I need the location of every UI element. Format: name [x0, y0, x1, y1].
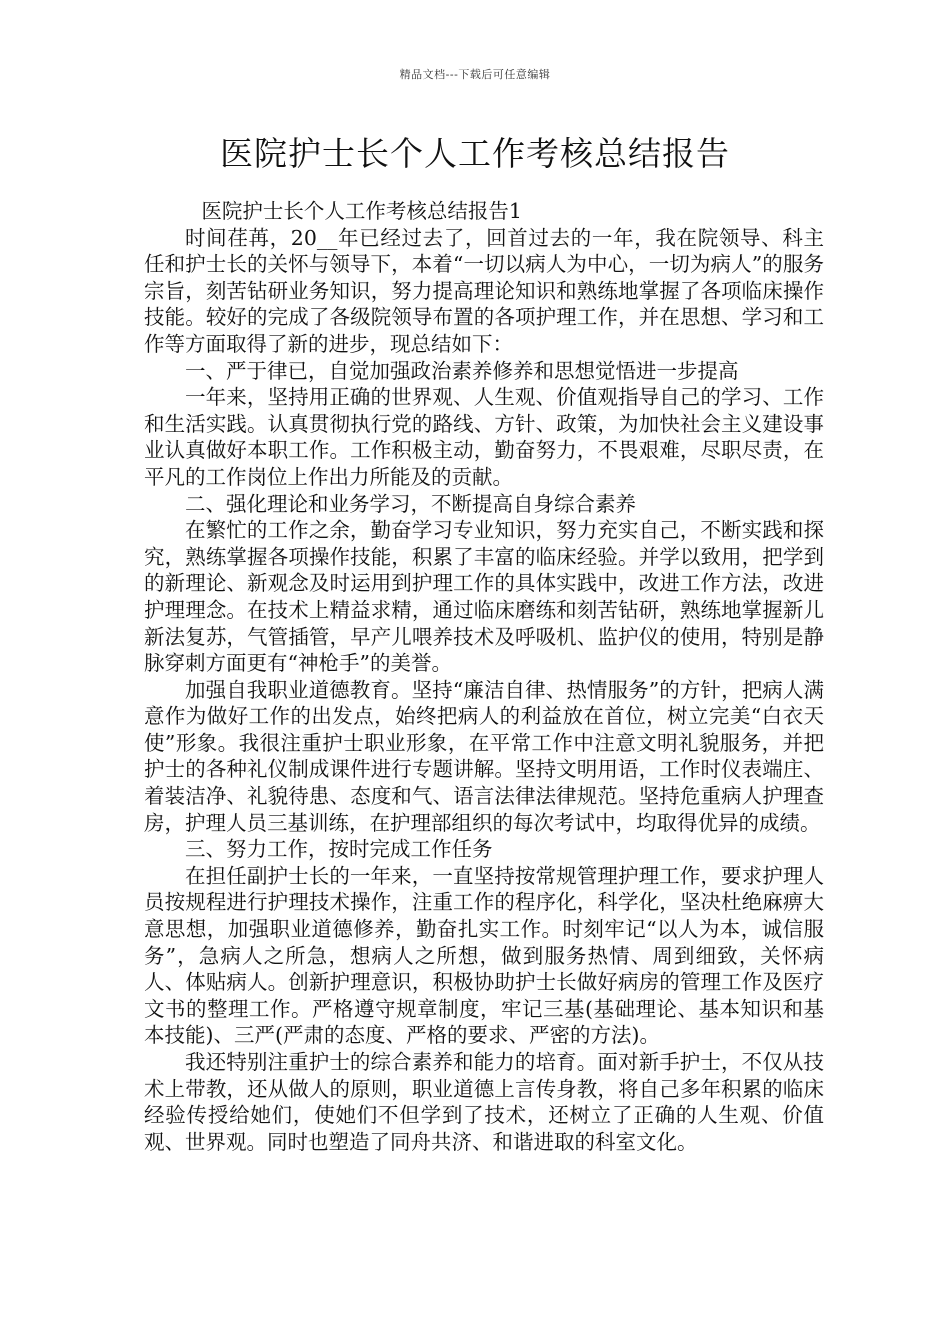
section-heading-1: 一、严于律已，自觉加强政治素养修养和思想觉悟进一步提高 — [185, 358, 739, 383]
paragraph-section-2a: 在繁忙的工作之余，勤奋学习专业知识，努力充实自己，不断实践和探究，熟练掌握各项操作技能，积累了丰富的临床经验。并学以致用，把学到的新理论、新观念及时运用到护理工作的具体实践中，改进工作方法，改进护理理念。在技术上精益求精，通过临床磨练和刻苦钻研，熟练地掌握新儿新法复苏，气管插管，早产儿喂养技术及呼吸机、监护仪的使用，特别是静脉穿刺方面更有“神枪手”的美誉。 — [144, 518, 824, 676]
paragraph-intro: 时间荏苒，20__年已经过去了，回首过去的一年，我在院领导、科主任和护士长的关怀与领导下，本着“一切以病人为中心，一切为病人”的服务宗旨，刻苦钻研业务知识，努力提高理论知识和熟练地掌握了各项临床操作技能。较好的完成了各级院领导布置的各项护理工作，并在思想、学习和工作等方面取得了新的进步，现总结如下： — [144, 225, 824, 356]
paragraph-section-2b: 加强自我职业道德教育。坚持“廉洁自律、热情服务”的方针，把病人满意作为做好工作的出发点，始终把病人的利益放在首位，树立完美“白衣天使”形象。我很注重护士职业形象，在平常工作中注意文明礼貌服务，并把护士的各种礼仪制成课件进行专题讲解。坚持文明用语，工作时仪表端庄、着装洁净、礼貌待患、态度和气、语言法律法律规范。坚持危重病人护理查房，护理人员三基训练，在护理部组织的每次考试中，均取得优异的成绩。 — [144, 677, 824, 835]
paragraph-section-1: 一年来，坚持用正确的世界观、人生观、价值观指导自己的学习、工作和生活实践。认真贯彻执行党的路线、方针、政策，为加快社会主义建设事业认真做好本职工作。工作积极主动，勤奋努力，不畏艰难，尽职尽责，在平凡的工作岗位上作出力所能及的贡献。 — [144, 385, 824, 489]
section-heading-2: 二、强化理论和业务学习，不断提高自身综合素养 — [185, 491, 636, 516]
document-title: 医院护士长个人工作考核总结报告 — [220, 134, 730, 173]
document-body — [144, 198, 824, 1155]
paragraph-section-3b: 我还特别注重护士的综合素养和能力的培育。面对新手护士，不仅从技术上带教，还从做人的原则，职业道德上言传身教，将自己多年积累的临床经验传授给她们，使她们不但学到了技术，还树立了正确的人生观、价值观、世界观。同时也塑造了同舟共济、和谐进取的科室文化。 — [144, 1050, 824, 1154]
section-heading-3: 三、努力工作，按时完成工作任务 — [185, 837, 493, 862]
report-subtitle: 医院护士长个人工作考核总结报告1 — [201, 199, 522, 223]
paragraph-section-3a: 在担任副护士长的一年来，一直坚持按常规管理护理工作，要求护理人员按规程进行护理技术操作，注重工作的程序化，科学化，坚决杜绝麻痹大意思想，加强职业道德修养，勤奋扎实工作。时刻牢记“以人为本，诚信服务”，急病人之所急，想病人之所想，做到服务热情、周到细致，关怀病人、体贴病人。创新护理意识，积极协助护士长做好病房的管理工作及医疗文书的整理工作。严格遵守规章制度，牢记三基(基础理论、基本知识和基本技能)、三严(严肃的态度、严格的要求、严密的方法)。 — [144, 863, 824, 1048]
header-note: 精品文档---下载后可任意编辑 — [399, 68, 551, 81]
